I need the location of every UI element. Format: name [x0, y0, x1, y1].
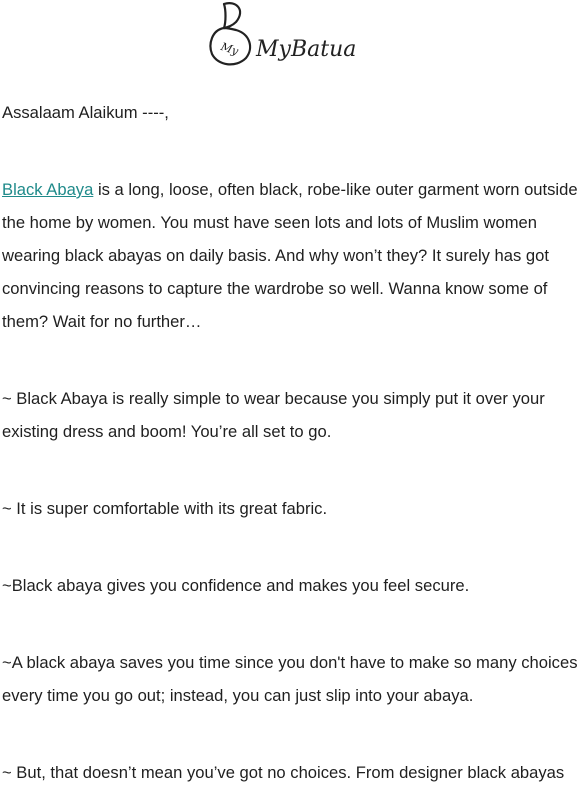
intro-line-1 — [2, 173, 580, 206]
brand-logo[interactable] — [0, 0, 580, 80]
point-5: ~ But, that doesn’t mean you’ve got no choices. From designer black abayas — [2, 763, 565, 782]
logo-monogram: My — [219, 40, 240, 58]
mybatua-logo-icon — [206, 0, 376, 74]
point-3: ~Black abaya gives you confidence and makes you feel secure. — [2, 576, 470, 595]
logo-wordmark: MyBatua — [256, 37, 357, 62]
point-1-line-2: existing dress and boom! You’re all set to go. — [2, 422, 332, 441]
intro-line-4: convincing reasons to capture the wardrobe so well. Wanna know some of — [2, 279, 548, 298]
intro-text: is a long, loose, often black, robe-like outer garment worn outside — [93, 180, 578, 199]
point-4-line-2: every time you go out; instead, you can just slip into your abaya. — [2, 686, 474, 705]
intro-line-3: wearing black abayas on daily basis. And why won’t they? It surely has got — [2, 246, 549, 265]
email-body — [2, 96, 580, 789]
point-1-line-1: ~ Black Abaya is really simple to wear because you simply put it over your — [2, 389, 545, 408]
black-abaya-link[interactable]: Black Abaya — [2, 180, 94, 199]
point-2: ~ It is super comfortable with its great fabric. — [2, 499, 328, 518]
greeting: Assalaam Alaikum ----, — [2, 103, 169, 122]
intro-line-2: the home by women. You must have seen lots and lots of Muslim women — [2, 213, 537, 232]
point-4-line-1: ~A black abaya saves you time since you don't have to make so many choices — [2, 653, 578, 672]
intro-line-5: them? Wait for no further… — [2, 312, 202, 331]
